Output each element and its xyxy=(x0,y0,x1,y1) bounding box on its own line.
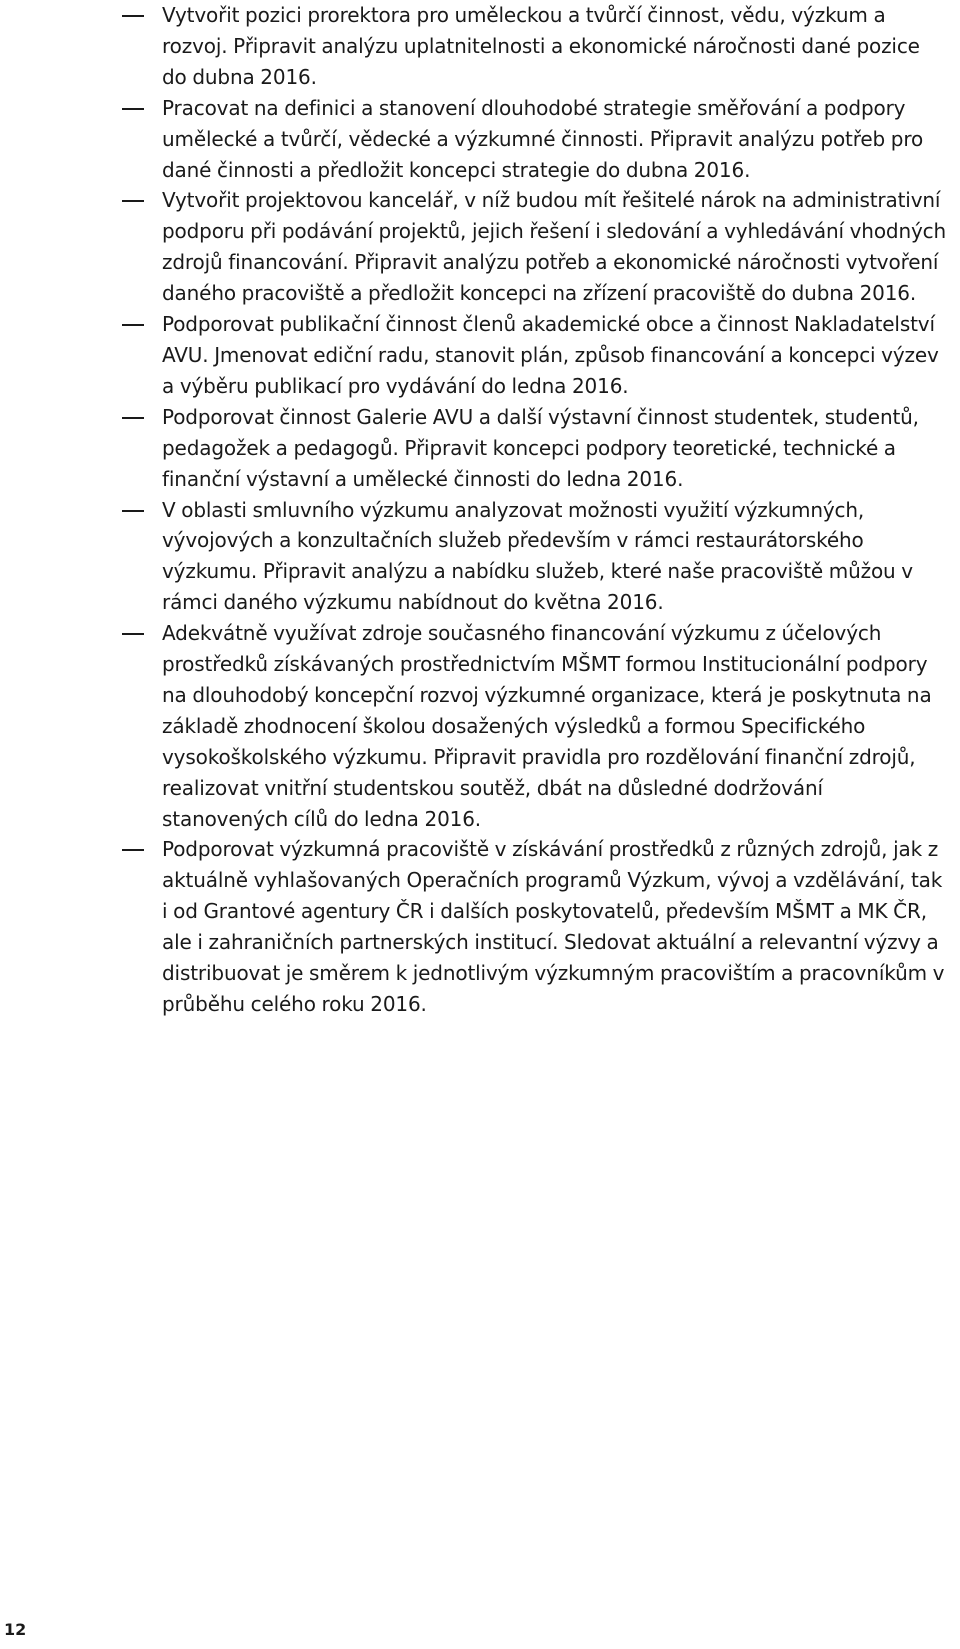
list-item-text: Podporovat publikační činnost členů akademické obce a činnost Nakladatelství AVU. Jmenovat ediční radu, stanovit plán, způsob financování a koncepci výzev a výběru publikací pro vydávání do ledna 2016. xyxy=(162,312,939,398)
list-item-text: Vytvořit pozici prorektora pro uměleckou a tvůrčí činnost, vědu, výzkum a rozvoj. Připravit analýzu uplatnitelnosti a ekonomické náročnosti dané pozice do dubna 2016. xyxy=(162,3,920,89)
list-item-text: Podporovat činnost Galerie AVU a další výstavní činnost studentek, studentů, pedagožek a pedagogů. Připravit koncepci podpory teoretické, technické a finanční výstavní a umělecké činnosti do ledna 2016. xyxy=(162,404,919,491)
list-item xyxy=(120,402,950,495)
list-item-text: Vytvořit projektovou kancelář, v níž budou mít řešitelé nárok na administrativní podporu při podávání projektů, jejich řešení i sledování a vyhledávání vhodných zdrojů financování. Připravit analýzu potřeb a ekonomické náročnosti vytvoření daného pracoviště a předložit koncepci na zřízení pracoviště do dubna 2016. xyxy=(162,188,947,306)
list-item-text: V oblasti smluvního výzkumu analyzovat možnosti využití výzkumných, vývojových a konzultačních služeb především v rámci restaurátorského výzkumu. Připravit analýzu a nabídku služeb, které naše pracoviště můžou v rámci daného výzkumu nabídnout do května 2016. xyxy=(162,497,913,615)
list-item xyxy=(120,309,950,402)
page-number: 12 xyxy=(4,1620,27,1639)
list-item xyxy=(120,834,950,1019)
list-item-text: Adekvátně využívat zdroje současného financování výzkumu z účelových prostředků získávaných prostřednictvím MŠMT formou Institucionální podpory na dlouhodobý koncepční rozvoj výzkumné organizace, která je poskytnuta na základě zhodnocení školou dosažených výsledků a formou Specifického vysokoškolského výzkumu. Připravit pravidla pro rozdělování finanční zdrojů, realizovat vnitřní studentskou soutěž, dbát na důsledné dodržování stanovených cílů do ledna 2016. xyxy=(162,621,932,831)
list-item xyxy=(120,618,950,834)
list-item xyxy=(120,0,950,93)
list-item-text: Pracovat na definici a stanovení dlouhodobé strategie směřování a podpory umělecké a tvůrčí, vědecké a výzkumné činnosti. Připravit analýzu potřeb pro dané činnosti a předložit koncepci strategie do dubna 2016. xyxy=(162,95,924,182)
list-item xyxy=(120,185,950,309)
list-item-text: Podporovat výzkumná pracoviště v získávání prostředků z různých zdrojů, jak z aktuálně vyhlašovaných Operačních programů Výzkum, vývoj a vzdělávání, tak i od Grantové agentury ČR i dalších poskytovatelů, především MŠMT a MK ČR, ale i zahraničních partnerských institucí. Sledovat aktuální a relevantní výzvy a distribuovat je směrem k jednotlivým výzkumným pracovištím a pracovníkům v průběhu celého roku 2016. xyxy=(162,837,945,1016)
list-item xyxy=(120,93,950,186)
list-item xyxy=(120,495,950,619)
bullet-list xyxy=(120,0,950,1020)
